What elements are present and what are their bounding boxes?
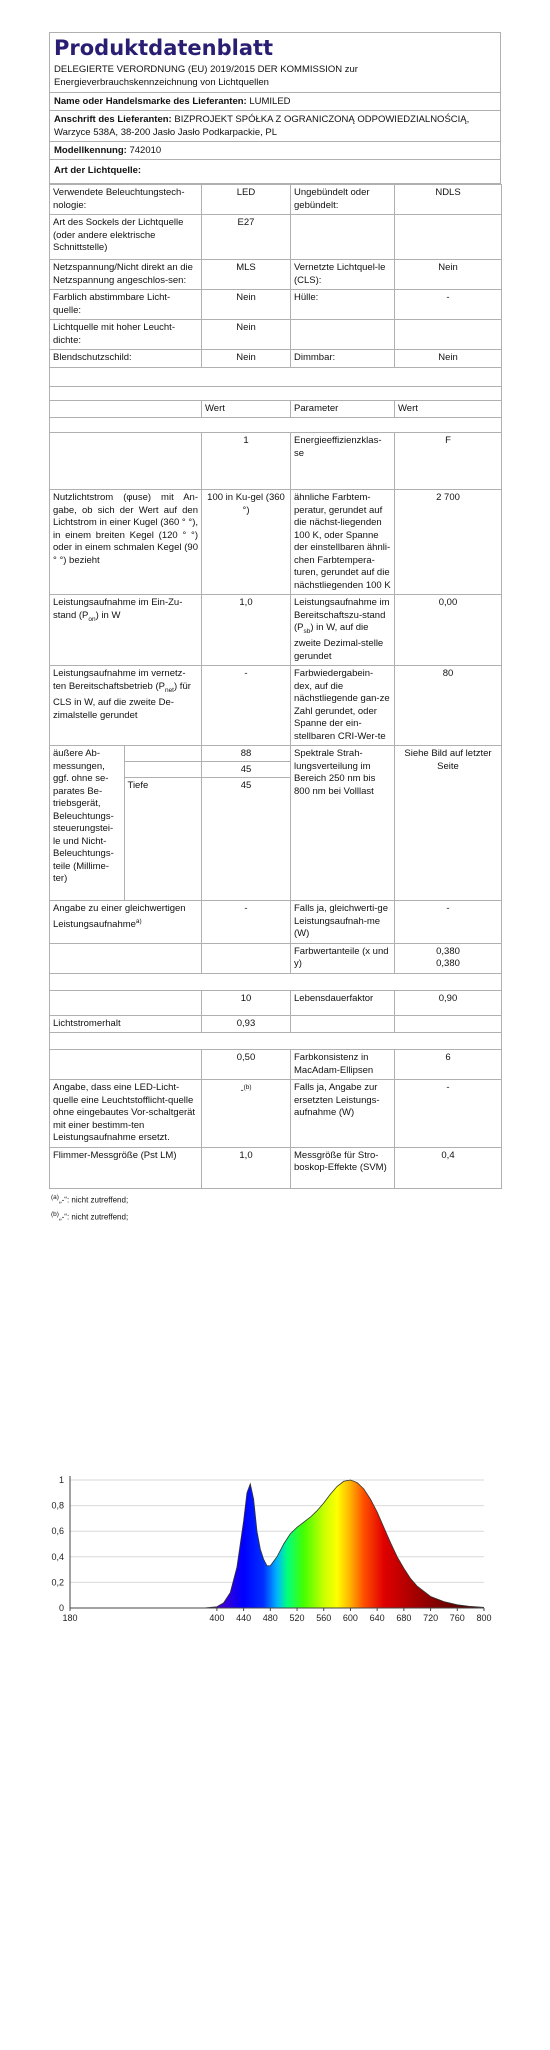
x-tick-label: 440 [236, 1613, 252, 1623]
type-label-cell: Farblich abstimmbare Licht-quelle: [50, 290, 202, 320]
chroma-label: Farbwertanteile (x und y) [291, 943, 395, 973]
type-value2-cell [395, 215, 502, 260]
flux-value: 100 in Ku-gel (360 °) [202, 490, 291, 595]
equiv-row [50, 901, 502, 944]
type-header-row [50, 159, 500, 183]
maint-empty-cell [395, 1015, 502, 1033]
eek-label-cell [50, 433, 202, 490]
pnet-value: - [202, 666, 291, 746]
macadam-empty-cell [50, 1050, 202, 1080]
x-tick-label: 760 [449, 1613, 465, 1623]
svm-label: Messgröße für Stro-boskop-Effekte (SVM) [291, 1147, 395, 1188]
header-wert: Wert [202, 400, 291, 418]
x-tick-label: 400 [209, 1613, 225, 1623]
pon-label-b: ) in W [95, 609, 121, 621]
psb-value: 0,00 [395, 595, 502, 666]
equiv-power-value: - [395, 901, 502, 944]
regulation-subtitle [50, 63, 500, 92]
type-label-cell: Lichtquelle mit hoher Leucht-dichte: [50, 320, 202, 350]
spectrum-area [204, 1480, 484, 1608]
type-label2-cell [291, 215, 395, 260]
x-tick-label: 600 [342, 1613, 358, 1623]
macadam-value: 0,50 [202, 1050, 291, 1080]
header-block [49, 32, 501, 184]
lifetime-factor-label: Lebensdauerfaktor [291, 990, 395, 1015]
type-label2-cell [291, 320, 395, 350]
type-value2-cell: - [395, 290, 502, 320]
lifetime-row [50, 990, 502, 1015]
type-value2-cell: Nein [395, 350, 502, 368]
lifetime-empty-cell [50, 990, 202, 1015]
eek-label: Energieeffizienzklas-se [291, 433, 395, 490]
footnote-a-mark: (a) [51, 1193, 59, 1201]
equiv-footnote-mark: a) [135, 917, 142, 925]
type-value2-cell: NDLS [395, 185, 502, 215]
pnet-label-sub: net [164, 686, 174, 694]
lifetime-value: 10 [202, 990, 291, 1015]
spacer-cell [50, 973, 502, 990]
chroma-x: 0,380 [436, 945, 460, 957]
spectrum-label: Spektrale Strah-lungsverteilung im Bereich 250 nm bis 800 nm bei Volllast [291, 746, 395, 901]
header-parameter: Parameter [291, 400, 395, 418]
type-value-cell: E27 [202, 215, 291, 260]
equiv-power-label: Falls ja, gleichwerti-ge Leistungsaufnah-me (W) [291, 901, 395, 944]
ledretro-value [202, 1080, 291, 1148]
pon-label-a: Leistungsaufnahme im Ein-Zu-stand (P [53, 597, 183, 621]
maint-row [50, 1015, 502, 1033]
subtitle-line-2: Energieverbrauchskennzeichnung von Lichtquellen [54, 77, 269, 88]
eek-value: 1 [202, 433, 291, 490]
maint-value: 0,93 [202, 1015, 291, 1033]
psb-label [291, 595, 395, 666]
type-row-technology [50, 185, 502, 215]
spacer-cell [50, 367, 502, 386]
maint-empty-cell [291, 1015, 395, 1033]
datasheet [49, 32, 501, 1224]
eek-row [50, 433, 502, 490]
footnote-b-mark: (b) [51, 1210, 59, 1218]
type-label-cell: Netzspannung/Nicht direkt an die Netzspannung angeschlos-sen: [50, 260, 202, 290]
svm-value: 0,4 [395, 1147, 502, 1188]
ledretro-power-label: Falls ja, Angabe zur ersetzten Leistungs-aufnahme (W) [291, 1080, 395, 1148]
cri-value: 80 [395, 666, 502, 746]
pon-value: 1,0 [202, 595, 291, 666]
x-tick-label: 180 [62, 1613, 78, 1623]
dims-height-value: 88 [202, 746, 290, 762]
flux-label: Nutzlichtstrom (φuse) mit An-gabe, ob sich der Wert auf den Lichtstrom in einer Kugel (360 ° °), in einem breiten Kegel (120 ° °) oder in einem schmalen Kegel (90 ° °) bezieht [50, 490, 202, 595]
type-value-cell: Nein [202, 320, 291, 350]
chroma-row [50, 943, 502, 973]
flicker-row [50, 1147, 502, 1188]
pon-label-sub: on [88, 615, 96, 623]
dims-depth-label: Tiefe [127, 780, 149, 792]
dims-depth-value: 45 [240, 780, 252, 792]
chroma-empty-cell [202, 943, 291, 973]
x-tick-label: 720 [423, 1613, 439, 1623]
spacer-row [50, 386, 502, 400]
model-label: Modellkennung: [54, 145, 127, 156]
supplier-name-label: Name oder Handelsmarke des Lieferanten: [54, 96, 247, 107]
spacer-row [50, 367, 502, 386]
type-row-antiglare [50, 350, 502, 368]
x-tick-label: 800 [476, 1613, 492, 1623]
dims-label: äußere Ab-messungen, ggf. ohne se-parates Be-triebsgerät, Beleuchtungs-steuerungstei-le und Nicht-Beleuchtungs-teile (Millime-ter) [50, 746, 124, 900]
supplier-name: LUMILED [249, 96, 291, 107]
ledretro-footnote-mark: (b) [243, 1084, 252, 1092]
psb-label-sub: sb [303, 627, 311, 635]
spacer-cell [50, 418, 502, 433]
type-value-cell: Nein [202, 350, 291, 368]
spacer-cell [50, 1033, 502, 1050]
x-tick-label: 680 [396, 1613, 412, 1623]
ledretro-value-text: - [240, 1085, 244, 1097]
x-tick-label: 480 [262, 1613, 278, 1623]
macadam-row [50, 1050, 502, 1080]
supplier-address: BIZPROJEKT SPÓŁKA Z OGRANICZONĄ ODPOWIEDZIALNOŚCIĄ, Warzyce 538A, 38-200 Jasło Jasło Podkarpackie, PL [54, 114, 470, 138]
y-tick-label: 0,8 [51, 1500, 64, 1511]
chroma-values [395, 943, 502, 973]
type-label-cell: Blendschutzschild: [50, 350, 202, 368]
dims-cell [50, 746, 202, 901]
footnote-b [51, 1208, 501, 1225]
equiv-label [50, 901, 202, 944]
type-label2-cell: Dimmbar: [291, 350, 395, 368]
pon-row [50, 595, 502, 666]
dims-sub-row [50, 746, 201, 762]
spectral-distribution-chart [44, 1465, 494, 1625]
lifetime-factor-value: 0,90 [395, 990, 502, 1015]
equiv-label-text: Angabe zu einer gleichwertigen Leistungsaufnahme [53, 903, 186, 931]
type-value-cell: MLS [202, 260, 291, 290]
spacer-row [50, 1033, 502, 1050]
page-title: Produktdatenblatt [54, 36, 274, 60]
psb-label-b: ) in W, auf die zweite Dezimal-stelle gerundet [294, 622, 384, 662]
dims-width-value: 45 [202, 762, 290, 778]
cri-label: Farbwiedergabein-dex, auf die nächstliegende gan-ze Zahl gerundet, oder Spanne der ein-stellbaren CRI-Wer-te [291, 666, 395, 746]
flux-row [50, 490, 502, 595]
psb-label-a: Leistungsaufnahme im Bereitschaftszu-stand (P [294, 597, 390, 633]
x-tick-label: 640 [369, 1613, 385, 1623]
y-tick-label: 0,4 [51, 1551, 64, 1562]
y-tick-label: 0,6 [51, 1526, 64, 1537]
y-tick-label: 0 [58, 1603, 64, 1613]
maint-label: Lichtstromerhalt [50, 1015, 202, 1033]
footnote-a-text: „-“: nicht zutreffend; [58, 1195, 129, 1205]
cct-label: ähnliche Farbtem-peratur, gerundet auf die nächst-liegenden 100 K, oder Spanne der einstellbaren ähnli-chen Farbtempera-turen, gerundet auf die nächstliegenden 100 K [291, 490, 395, 595]
type-label: Art der Lichtquelle: [54, 165, 142, 176]
eek-class: F [395, 433, 502, 490]
cct-value: 2 700 [395, 490, 502, 595]
dims-row [50, 746, 502, 901]
type-value2-cell [395, 320, 502, 350]
subtitle-line-1: DELEGIERTE VERORDNUNG (EU) 2019/2015 DER KOMMISSION zur [54, 64, 358, 75]
spacer-row [50, 973, 502, 990]
type-row-mains [50, 260, 502, 290]
pnet-label [50, 666, 202, 746]
type-value2-cell: Nein [395, 260, 502, 290]
chroma-empty-cell [50, 943, 202, 973]
type-row-socket [50, 215, 502, 260]
macadam-steps: 6 [395, 1050, 502, 1080]
type-label2-cell: Hülle: [291, 290, 395, 320]
pnet-label-b: ) für CLS in W, auf die zweite De-zimalstelle gerundet [53, 680, 191, 721]
flicker-value: 1,0 [202, 1147, 291, 1188]
pnet-label-a: Leistungsaufnahme im vernetz-ten Bereitschaftsbetrieb (P [53, 668, 186, 692]
dims-height-label [124, 746, 201, 762]
supplier-name-row [50, 92, 500, 110]
supplier-address-label: Anschrift des Lieferanten: [54, 114, 172, 125]
type-label2-cell: Vernetzte Lichtquel-le (CLS): [291, 260, 395, 290]
header-empty-cell [50, 400, 202, 418]
spacer-row [50, 418, 502, 433]
y-tick-label: 1 [58, 1475, 64, 1485]
dims-width-label [124, 762, 201, 778]
type-value-cell: Nein [202, 290, 291, 320]
params-header-row [50, 400, 502, 418]
type-label2-cell: Ungebündelt oder gebündelt: [291, 185, 395, 215]
dims-values-cell [202, 746, 291, 901]
model-row [50, 141, 500, 159]
ledretro-power-value: - [395, 1080, 502, 1148]
pnet-row [50, 666, 502, 746]
equiv-value: - [202, 901, 291, 944]
model-id: 742010 [129, 145, 162, 156]
x-tick-label: 520 [289, 1613, 305, 1623]
header-wert2: Wert [395, 400, 502, 418]
type-value-cell: LED [202, 185, 291, 215]
supplier-address-row [50, 110, 500, 141]
pon-label [50, 595, 202, 666]
parameter-table [49, 184, 502, 1189]
type-row-tunable [50, 290, 502, 320]
footnote-a [51, 1191, 501, 1208]
spectrum-value: Siehe Bild auf letzter Seite [395, 746, 502, 901]
type-row-luminance [50, 320, 502, 350]
spacer-cell [50, 386, 502, 400]
dims-subtable [50, 746, 201, 900]
type-label-cell: Art des Sockels der Lichtquelle (oder andere elektrische Schnittstelle) [50, 215, 202, 260]
x-tick-label: 560 [316, 1613, 332, 1623]
flicker-label: Flimmer-Messgröße (Pst LM) [50, 1147, 202, 1188]
type-label-cell: Verwendete Beleuchtungstech-nologie: [50, 185, 202, 215]
footnotes [49, 1191, 501, 1224]
footnote-b-text: „-“: nicht zutreffend; [58, 1212, 129, 1222]
ledretro-label: Angabe, dass eine LED-Licht-quelle eine Leuchtstofflicht-quelle ohne eingebautes Vor-schaltgerät mit einer bestimm-ten Leistungsaufnahme ersetzt. [50, 1080, 202, 1148]
macadam-label: Farbkonsistenz in MacAdam-Ellipsen [291, 1050, 395, 1080]
chroma-y: 0,380 [436, 958, 460, 970]
chart-area [204, 1480, 484, 1608]
ledretro-row [50, 1080, 502, 1148]
y-tick-label: 0,2 [51, 1577, 64, 1588]
